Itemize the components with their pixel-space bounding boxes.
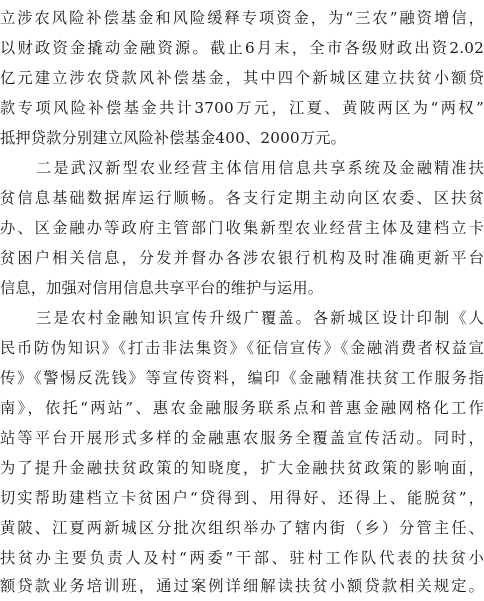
paragraph-3-line-3: 传》《警惕反洗钱》等宣传资料，编印《金融精准扶贫工作服务指 [0,369,484,387]
body-text-line-4: 款专项风险补偿基金共计3700万元，江夏、黄陂两区为“两权” [0,99,484,117]
paragraph-3-line-2: 民币防伪知识》《打击非法集资》《征信宣传》《金融消费者权益宣 [0,339,484,357]
paragraph-2-line-4: 贫困户相关信息，分发并督办各涉农银行机构及时准确更新平台 [0,249,484,267]
paragraph-3-line-7: 切实帮助建档立卡贫困户“贷得到、用得好、还得上、能脱贫”， [0,489,484,507]
body-text-line-1: 立涉农风险补偿基金和风险缓释专项资金，为“三农”融资增信， [0,9,484,27]
body-text-line-3: 亿元建立涉农贷款风补偿基金，其中四个新城区建立扶贫小额贷 [0,69,484,87]
paragraph-3-line-10: 额贷款业务培训班，通过案例详细解读扶贫小额贷款相关规定。 [0,577,484,595]
paragraph-3-line-1: 三是农村金融知识宣传升级广覆盖。各新城区设计印制《人 [36,309,484,327]
paragraph-3-line-4: 南》，依托“两站”、惠农金融服务联系点和普惠金融网格化工作 [0,399,484,417]
paragraph-2-line-2: 贫信息基础数据库运行顺畅。各支行定期主动向区农委、区扶贫 [0,189,484,207]
paragraph-3-line-8: 黄陂、江夏两新城区分批次组织举办了辖内街（乡）分管主任、 [0,519,484,537]
body-text-line-5: 抵押贷款分别建立风险补偿基金400、2000万元。 [0,129,347,147]
paragraph-3-line-9: 扶贫办主要负责人及村“两委”干部、驻村工作队代表的扶贫小 [0,549,484,567]
paragraph-3-line-5: 站等平台开展形式多样的金融惠农服务全覆盖宣传活动。同时， [0,429,484,447]
paragraph-2-line-5: 信息，加强对信用信息共享平台的维护与运用。 [0,279,324,297]
body-text-line-2: 以财政资金撬动金融资源。截止6月末，全市各级财政出资2.02 [0,39,484,57]
paragraph-2-line-1: 二是武汉新型农业经营主体信用信息共享系统及金融精准扶 [36,159,484,177]
paragraph-2-line-3: 办、区金融办等政府主管部门收集新型农业经营主体及建档立卡 [0,219,484,237]
paragraph-3-line-6: 为了提升金融扶贫政策的知晓度，扩大金融扶贫政策的影响面， [0,459,484,477]
